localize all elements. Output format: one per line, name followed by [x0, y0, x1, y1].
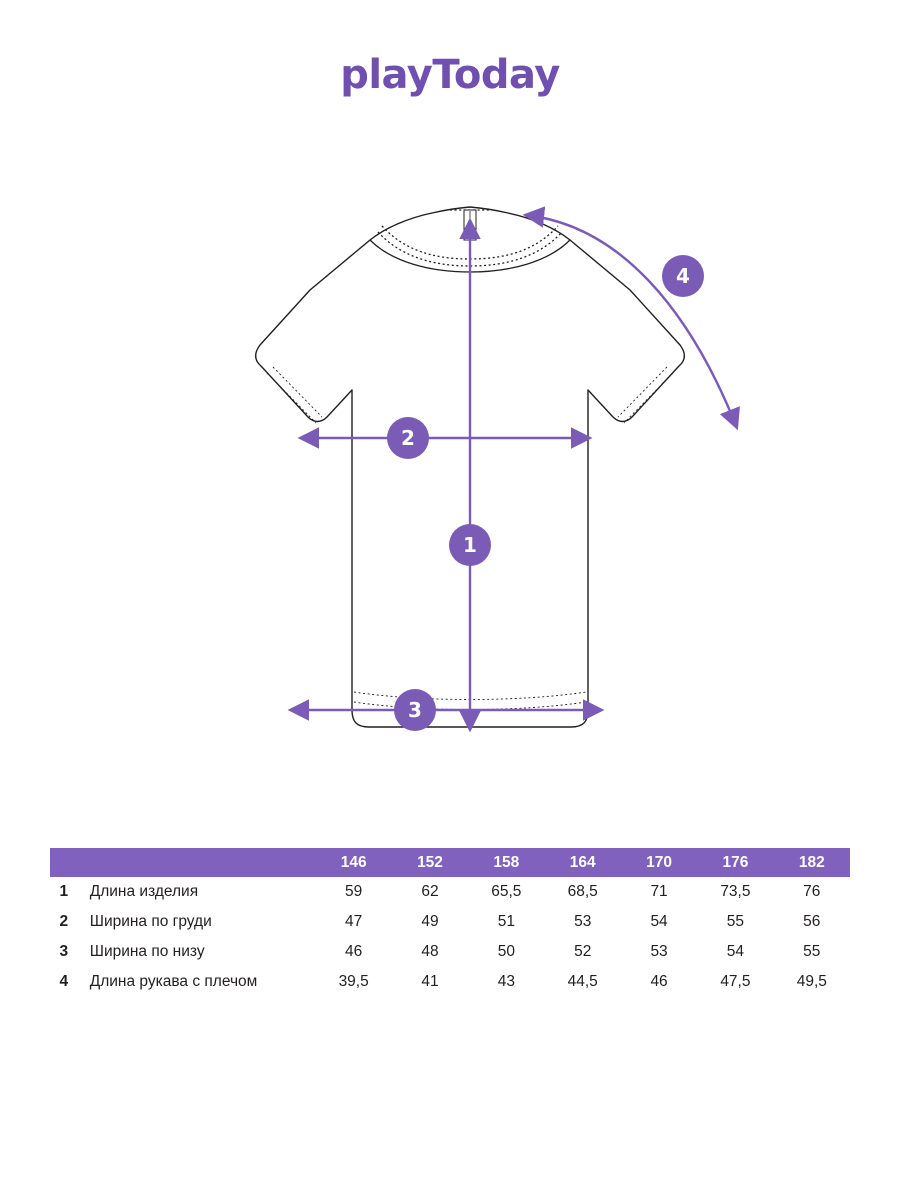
marker-label-1: 1 — [463, 533, 477, 557]
cell-value: 76 — [803, 883, 821, 900]
header-size-158: 158 — [468, 848, 544, 877]
cell-value: 43 — [497, 973, 515, 990]
cell-value: 39,5 — [338, 973, 369, 990]
cell-value: 49 — [421, 913, 439, 930]
tshirt-illustration — [120, 170, 800, 790]
brand-logo — [0, 52, 900, 98]
row-index: 4 — [59, 973, 69, 990]
marker-label-2: 2 — [401, 426, 415, 450]
cell-value: 62 — [421, 883, 439, 900]
size-table-head — [50, 848, 850, 877]
header-size-182: 182 — [774, 848, 850, 877]
table-header-row — [50, 848, 850, 877]
cell-value: 55 — [803, 943, 821, 960]
brand-logo-text: playToday — [340, 52, 560, 98]
cell-value: 65,5 — [491, 883, 522, 900]
cell-value: 59 — [345, 883, 363, 900]
table-row — [50, 967, 850, 997]
cell-value: 54 — [650, 913, 668, 930]
cell-value: 46 — [650, 973, 668, 990]
row-label: Длина изделия — [89, 883, 199, 900]
table-row — [50, 907, 850, 937]
marker-label-4: 4 — [676, 264, 690, 288]
size-table-body — [50, 877, 850, 997]
row-index: 1 — [59, 883, 69, 900]
header-measurement-name — [82, 848, 316, 877]
row-index: 2 — [59, 913, 69, 930]
header-size-176: 176 — [697, 848, 773, 877]
cell-value: 49,5 — [796, 973, 827, 990]
cell-value: 55 — [726, 913, 745, 930]
cell-value: 50 — [497, 943, 515, 960]
cell-value: 56 — [803, 913, 821, 930]
size-table — [50, 848, 850, 997]
cell-value: 47 — [345, 913, 363, 930]
cell-value: 53 — [574, 913, 592, 930]
marker-label-3: 3 — [408, 698, 422, 722]
cell-value: 51 — [497, 913, 515, 930]
table-row — [50, 937, 850, 967]
cell-value: 47,5 — [720, 973, 751, 990]
cell-value: 48 — [421, 943, 439, 960]
cell-value: 53 — [650, 943, 668, 960]
header-index — [50, 848, 82, 877]
table-row — [50, 877, 850, 907]
cell-value: 41 — [421, 973, 439, 990]
cell-value: 68,5 — [567, 883, 598, 900]
header-size-170: 170 — [621, 848, 697, 877]
cell-value: 46 — [345, 943, 363, 960]
size-table-wrapper — [50, 848, 850, 997]
cell-value: 71 — [650, 883, 668, 900]
row-label: Ширина по низу — [89, 943, 205, 960]
cell-value: 73,5 — [720, 883, 751, 900]
header-size-146: 146 — [315, 848, 391, 877]
header-size-152: 152 — [392, 848, 468, 877]
row-index: 3 — [59, 943, 69, 960]
row-label: Ширина по груди — [89, 913, 212, 930]
cell-value: 54 — [726, 943, 745, 960]
cell-value: 52 — [574, 943, 592, 960]
header-size-164: 164 — [545, 848, 621, 877]
row-label: Длина рукава с плечом — [89, 973, 258, 990]
cell-value: 44,5 — [567, 973, 598, 990]
